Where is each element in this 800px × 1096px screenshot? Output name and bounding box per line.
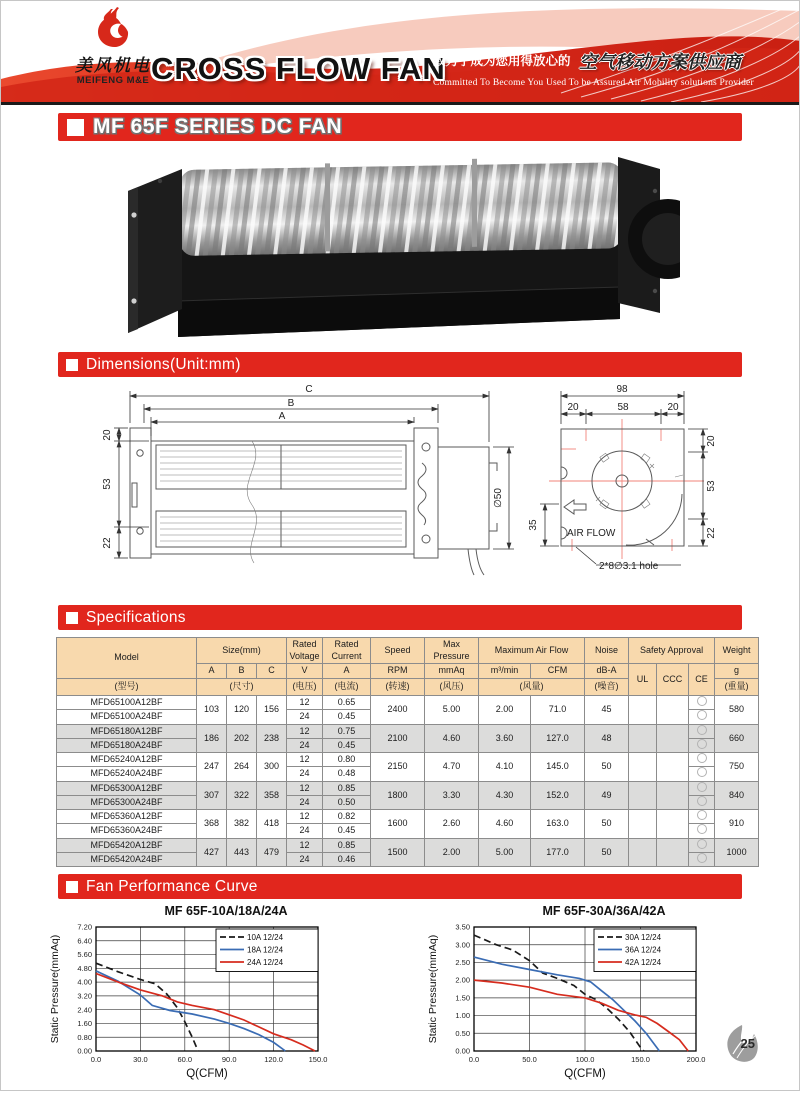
spec-cell: 0.45	[323, 710, 371, 724]
page-title: CROSS FLOW FAN	[151, 51, 446, 86]
spec-table	[56, 637, 759, 867]
spec-cell: 443	[227, 838, 257, 867]
model-cell: MFD65420A24BF	[57, 852, 197, 866]
spec-cell: 4.60	[479, 810, 531, 839]
svg-text:150.0: 150.0	[308, 1055, 328, 1064]
spec-cell: 50	[585, 838, 629, 867]
svg-text:4.00: 4.00	[77, 977, 92, 987]
spec-row	[57, 696, 759, 710]
spec-cell: 5.00	[479, 838, 531, 867]
svg-text:24A 12/24: 24A 12/24	[247, 957, 284, 967]
svg-text:0.80: 0.80	[77, 1032, 92, 1042]
svg-text:18A 12/24: 18A 12/24	[247, 945, 284, 955]
col-airflow-cn: (风量)	[479, 679, 585, 696]
svg-text:1.50: 1.50	[455, 993, 470, 1003]
spec-cell: 24	[287, 738, 323, 752]
ccc-cell	[657, 781, 689, 810]
ul-cell	[629, 781, 657, 810]
spec-cell: 24	[287, 852, 323, 866]
svg-text:6.40: 6.40	[77, 936, 92, 946]
spec-cell: 71.0	[531, 696, 585, 725]
svg-text:1.60: 1.60	[77, 1019, 92, 1029]
ce-cell	[689, 724, 715, 738]
model-cell: MFD65240A12BF	[57, 753, 197, 767]
page-number: 25	[740, 1036, 755, 1051]
ce-mark	[697, 853, 707, 863]
col-noise-cn: (噪音)	[585, 679, 629, 696]
logo-bird-icon	[87, 5, 139, 57]
svg-text:2.40: 2.40	[77, 1005, 92, 1015]
col-airflow-unit-2: CFM	[531, 664, 585, 679]
col-speed-cn: (转速)	[371, 679, 425, 696]
ce-cell	[689, 696, 715, 710]
spec-cell: 48	[585, 724, 629, 753]
spec-cell: 1800	[371, 781, 425, 810]
chart-canvas-right	[424, 919, 754, 1096]
svg-text:5.60: 5.60	[77, 950, 92, 960]
section-performance	[58, 874, 742, 899]
dim-label-wleft: 20	[567, 402, 579, 413]
spec-table-body	[57, 696, 759, 867]
ul-cell	[629, 724, 657, 753]
spec-cell: 382	[227, 810, 257, 839]
svg-text:Q(CFM): Q(CFM)	[186, 1068, 228, 1080]
dim-label-b: B	[287, 398, 295, 409]
col-rated-voltage: Rated Voltage	[287, 638, 323, 664]
chart-title-right: MF 65F-30A/36A/42A	[542, 904, 666, 918]
spec-cell: 50	[585, 753, 629, 782]
svg-text:2.50: 2.50	[455, 958, 470, 968]
chart-canvas-left	[46, 919, 376, 1096]
ce-cell	[689, 767, 715, 781]
performance-charts	[1, 904, 799, 1096]
logo-english-text: MEIFENG M&E	[76, 75, 150, 86]
spec-cell: 238	[257, 724, 287, 753]
spec-cell: 247	[197, 753, 227, 782]
spec-cell: 12	[287, 810, 323, 824]
ce-mark	[697, 753, 707, 763]
ce-cell	[689, 852, 715, 866]
svg-text:30A 12/24: 30A 12/24	[625, 932, 662, 942]
svg-text:4.80: 4.80	[77, 963, 92, 973]
col-current-unit: A	[323, 664, 371, 679]
col-current-cn: (电流)	[323, 679, 371, 696]
spec-cell: 5.00	[425, 696, 479, 725]
svg-text:30.0: 30.0	[133, 1055, 148, 1064]
spec-cell: 127.0	[531, 724, 585, 753]
model-cell: MFD65300A24BF	[57, 795, 197, 809]
dim-label-end-rtop: 20	[706, 435, 717, 447]
spec-cell: 12	[287, 838, 323, 852]
model-cell: MFD65300A12BF	[57, 781, 197, 795]
performance-chart-left	[46, 904, 376, 1096]
performance-chart-right	[424, 904, 754, 1096]
ul-cell	[629, 838, 657, 867]
svg-text:1.00: 1.00	[455, 1011, 470, 1021]
svg-text:0.0: 0.0	[90, 1055, 102, 1064]
hole-label: 2*8∅3.1 hole	[599, 561, 659, 572]
ce-mark	[697, 824, 707, 834]
ccc-cell	[657, 838, 689, 867]
header-divider	[1, 102, 799, 105]
spec-cell: 307	[197, 781, 227, 810]
model-cell: MFD65360A24BF	[57, 824, 197, 838]
col-noise-unit: dB-A	[585, 664, 629, 679]
ce-cell	[689, 838, 715, 852]
ccc-cell	[657, 696, 689, 725]
ce-cell	[689, 738, 715, 752]
ul-cell	[629, 810, 657, 839]
svg-text:150.0: 150.0	[631, 1055, 650, 1064]
svg-text:120.0: 120.0	[264, 1055, 283, 1064]
spec-cell: 0.85	[323, 838, 371, 852]
spec-cell: 0.85	[323, 781, 371, 795]
logo-chinese-text: 美风机电	[75, 56, 151, 75]
spec-cell: 2.00	[479, 696, 531, 725]
spec-cell: 156	[257, 696, 287, 725]
model-cell: MFD65180A12BF	[57, 724, 197, 738]
spec-cell: 49	[585, 781, 629, 810]
svg-text:50.0: 50.0	[522, 1055, 537, 1064]
ce-cell	[689, 781, 715, 795]
dim-label-width: 98	[616, 384, 628, 395]
col-model: Model	[57, 638, 197, 679]
ul-cell	[629, 753, 657, 782]
spec-cell: 0.65	[323, 696, 371, 710]
spec-cell: 177.0	[531, 838, 585, 867]
spec-cell: 4.30	[479, 781, 531, 810]
ce-cell	[689, 753, 715, 767]
col-ce: CE	[689, 664, 715, 696]
model-cell: MFD65100A12BF	[57, 696, 197, 710]
spec-row	[57, 724, 759, 738]
tagline-chinese-small: 致力于成为您用得放心的	[433, 54, 571, 68]
svg-text:Static Pressure(mmAq): Static Pressure(mmAq)	[427, 934, 439, 1044]
ce-mark	[697, 739, 707, 749]
col-model-cn: (型号)	[57, 679, 197, 696]
spec-cell: 0.75	[323, 724, 371, 738]
svg-text:100.0: 100.0	[575, 1055, 595, 1064]
spec-cell: 368	[197, 810, 227, 839]
spec-row	[57, 781, 759, 795]
dim-label-diameter: ∅50	[493, 488, 504, 508]
col-pressure-unit: mmAq	[425, 664, 479, 679]
svg-text:36A 12/24: 36A 12/24	[625, 945, 662, 955]
ce-cell	[689, 710, 715, 724]
spec-cell: 3.60	[479, 724, 531, 753]
spec-cell: 0.80	[323, 753, 371, 767]
dim-label-a: A	[278, 411, 286, 422]
spec-cell: 0.46	[323, 852, 371, 866]
col-rated-current: Rated Current	[323, 638, 371, 664]
spec-cell: 1500	[371, 838, 425, 867]
spec-cell: 12	[287, 724, 323, 738]
spec-cell: 4.70	[425, 753, 479, 782]
page-header	[1, 1, 799, 102]
spec-cell: 120	[227, 696, 257, 725]
spec-cell: 4.60	[425, 724, 479, 753]
banner-square-icon	[66, 359, 78, 371]
spec-cell: 750	[715, 753, 759, 782]
spec-cell: 0.45	[323, 824, 371, 838]
ce-mark	[697, 710, 707, 720]
svg-text:10A 12/24: 10A 12/24	[247, 932, 284, 942]
section-dimensions	[58, 352, 742, 377]
spec-cell: 12	[287, 696, 323, 710]
spec-cell: 2.00	[425, 838, 479, 867]
dim-label-side-top: 20	[102, 429, 113, 441]
svg-text:0.00: 0.00	[455, 1046, 470, 1056]
spec-row	[57, 753, 759, 767]
svg-text:3.20: 3.20	[77, 991, 92, 1001]
spec-cell: 0.45	[323, 738, 371, 752]
svg-text:3.00: 3.00	[455, 940, 470, 950]
taglines	[433, 48, 783, 88]
section-dimensions-label: Dimensions(Unit:mm)	[86, 355, 241, 373]
section-specifications-label: Specifications	[86, 608, 186, 626]
model-cell: MFD65360A12BF	[57, 810, 197, 824]
col-size-c: C	[257, 664, 287, 679]
spec-cell: 479	[257, 838, 287, 867]
spec-cell: 24	[287, 795, 323, 809]
ce-mark	[697, 839, 707, 849]
spec-cell: 45	[585, 696, 629, 725]
svg-text:0.50: 0.50	[455, 1028, 470, 1038]
model-cell: MFD65100A24BF	[57, 710, 197, 724]
spec-cell: 264	[227, 753, 257, 782]
col-weight: Weight	[715, 638, 759, 664]
col-speed: Speed	[371, 638, 425, 664]
spec-cell: 1600	[371, 810, 425, 839]
col-speed-unit: RPM	[371, 664, 425, 679]
spec-cell: 4.10	[479, 753, 531, 782]
spec-cell: 427	[197, 838, 227, 867]
dim-label-inlet: 35	[528, 519, 539, 531]
section-performance-label: Fan Performance Curve	[86, 877, 258, 895]
model-cell: MFD65240A24BF	[57, 767, 197, 781]
spec-cell: 2400	[371, 696, 425, 725]
col-ul: UL	[629, 664, 657, 696]
spec-cell: 3.30	[425, 781, 479, 810]
svg-text:Q(CFM): Q(CFM)	[564, 1068, 606, 1080]
col-ccc: CCC	[657, 664, 689, 696]
col-voltage-unit: V	[287, 664, 323, 679]
col-safety: Safety Approval	[629, 638, 715, 664]
spec-cell: 12	[287, 781, 323, 795]
col-size-a: A	[197, 664, 227, 679]
spec-cell: 202	[227, 724, 257, 753]
spec-cell: 152.0	[531, 781, 585, 810]
ccc-cell	[657, 724, 689, 753]
spec-cell: 660	[715, 724, 759, 753]
spec-cell: 163.0	[531, 810, 585, 839]
model-cell: MFD65420A12BF	[57, 838, 197, 852]
spec-cell: 580	[715, 696, 759, 725]
spec-cell: 50	[585, 810, 629, 839]
ul-cell	[629, 696, 657, 725]
ccc-cell	[657, 753, 689, 782]
tagline-chinese-large: 空气移动方案供应商	[578, 52, 741, 72]
page-number-badge	[721, 1024, 763, 1064]
svg-text:90.0: 90.0	[221, 1055, 237, 1064]
spec-cell: 910	[715, 810, 759, 839]
svg-text:60.0: 60.0	[177, 1055, 193, 1064]
banner-square-icon	[67, 119, 84, 136]
spec-cell: 0.82	[323, 810, 371, 824]
spec-cell: 0.50	[323, 795, 371, 809]
svg-text:Static Pressure(mmAq): Static Pressure(mmAq)	[49, 934, 61, 1044]
ce-mark	[697, 725, 707, 735]
spec-cell: 300	[257, 753, 287, 782]
col-size-cn: (尺寸)	[197, 679, 287, 696]
spec-row	[57, 810, 759, 824]
col-noise: Noise	[585, 638, 629, 664]
ce-mark	[697, 782, 707, 792]
col-size-b: B	[227, 664, 257, 679]
col-weight-unit: g	[715, 664, 759, 679]
spec-cell: 2150	[371, 753, 425, 782]
series-banner-label: MF 65F SERIES DC FAN	[93, 115, 343, 138]
col-size: Size(mm)	[197, 638, 287, 664]
spec-cell: 186	[197, 724, 227, 753]
spec-cell: 0.48	[323, 767, 371, 781]
dimensions-drawing	[56, 379, 799, 605]
crossflow-fan-image	[120, 151, 680, 343]
spec-cell: 103	[197, 696, 227, 725]
svg-text:0.0: 0.0	[468, 1055, 480, 1064]
col-weight-cn: (重量)	[715, 679, 759, 696]
dim-label-side-bottom: 22	[102, 537, 113, 549]
spec-cell: 2100	[371, 724, 425, 753]
spec-cell: 2.60	[425, 810, 479, 839]
dim-label-c: C	[305, 384, 313, 395]
col-max-pressure: Max Pressure	[425, 638, 479, 664]
svg-text:0.00: 0.00	[77, 1046, 92, 1056]
ce-mark	[697, 767, 707, 777]
dimensions-svg	[56, 379, 746, 601]
spec-cell: 840	[715, 781, 759, 810]
banner-square-icon	[66, 612, 78, 624]
spec-cell: 358	[257, 781, 287, 810]
spec-cell: 418	[257, 810, 287, 839]
svg-text:42A 12/24: 42A 12/24	[625, 957, 662, 967]
dim-label-end-rbottom: 22	[706, 527, 717, 539]
svg-text:200.0: 200.0	[686, 1055, 706, 1064]
svg-text:2.00: 2.00	[455, 975, 470, 985]
ce-mark	[697, 696, 707, 706]
col-voltage-cn: (电压)	[287, 679, 323, 696]
spec-cell: 1000	[715, 838, 759, 867]
chart-title-left: MF 65F-10A/18A/24A	[164, 904, 288, 918]
svg-text:7.20: 7.20	[77, 922, 92, 932]
ce-cell	[689, 810, 715, 824]
ccc-cell	[657, 810, 689, 839]
series-banner	[58, 113, 742, 141]
ce-cell	[689, 824, 715, 838]
ce-cell	[689, 795, 715, 809]
ce-mark	[697, 796, 707, 806]
svg-text:3.50: 3.50	[455, 922, 470, 932]
dim-label-side-mid: 53	[102, 478, 113, 490]
col-pressure-cn: (风压)	[425, 679, 479, 696]
product-photo	[1, 141, 799, 352]
banner-square-icon	[66, 881, 78, 893]
dim-label-wright: 20	[667, 402, 679, 413]
dim-label-end-rmid: 53	[706, 480, 717, 492]
spec-cell: 24	[287, 710, 323, 724]
airflow-label: AIR FLOW	[567, 528, 616, 539]
dim-label-wcenter: 58	[617, 402, 629, 413]
spec-cell: 12	[287, 753, 323, 767]
col-max-airflow: Maximum Air Flow	[479, 638, 585, 664]
spec-cell: 24	[287, 767, 323, 781]
spec-cell: 145.0	[531, 753, 585, 782]
section-specifications	[58, 605, 742, 630]
ce-mark	[697, 810, 707, 820]
spec-cell: 24	[287, 824, 323, 838]
tagline-english: Committed To Become You Used To be Assured Air Mobility solutions Provider	[433, 78, 754, 88]
col-airflow-unit-1: m³/min	[479, 664, 531, 679]
model-cell: MFD65180A24BF	[57, 738, 197, 752]
spec-cell: 322	[227, 781, 257, 810]
spec-row	[57, 838, 759, 852]
